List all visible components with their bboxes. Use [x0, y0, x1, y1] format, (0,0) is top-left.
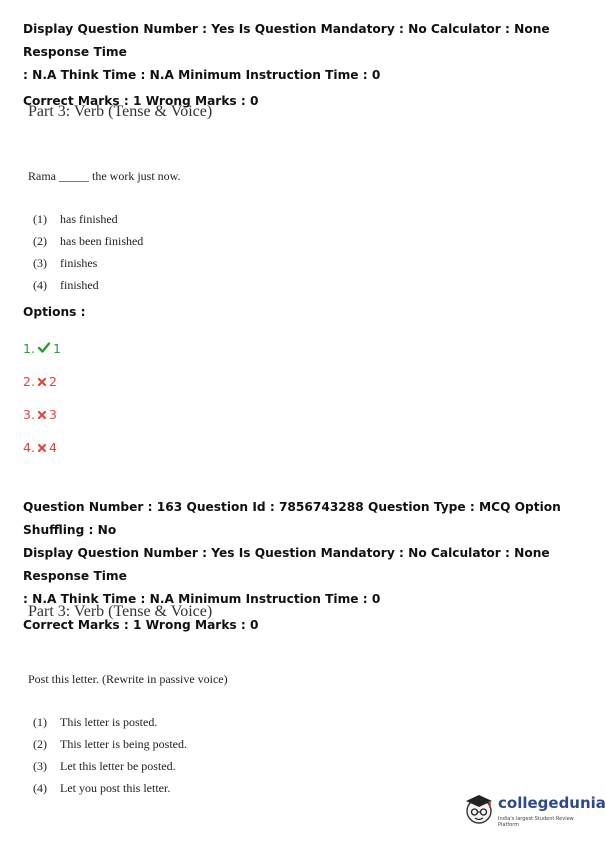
choice-number: (1) — [33, 212, 47, 226]
brand-logo — [462, 790, 606, 830]
graduate-mascot-icon — [462, 792, 496, 826]
choice-number: (2) — [33, 234, 47, 248]
option-number: 4. — [23, 440, 35, 455]
check-icon — [38, 342, 50, 356]
choice-text: finished — [60, 278, 99, 292]
choice-text: Let this letter be posted. — [60, 759, 176, 773]
meta-line: : N.A Think Time : N.A Minimum Instruction Time : 0 — [23, 68, 381, 82]
option-value: 4 — [48, 440, 57, 455]
question-meta-1 — [23, 18, 579, 113]
option-number: 1. — [23, 341, 35, 356]
option-value: 3 — [48, 407, 57, 422]
choice-text: has been finished — [60, 234, 144, 248]
choice-text: This letter is posted. — [60, 715, 158, 729]
choice-number: (3) — [33, 759, 47, 773]
choice-item — [33, 252, 143, 274]
choice-number: (4) — [33, 278, 47, 292]
cross-icon — [38, 442, 46, 455]
part-title-1: Part 3: Verb (Tense & Voice) — [28, 103, 213, 120]
choice-item — [33, 711, 187, 733]
choice-item — [33, 777, 187, 799]
question-text-2: Post this letter. (Rewrite in passive voice) — [28, 672, 228, 686]
choice-number: (4) — [33, 781, 47, 795]
meta-line: Question Number : 163 Question Id : 7856743288 Question Type : MCQ Option Shuffling : No — [23, 500, 561, 537]
meta-line: Correct Marks : 1 Wrong Marks : 0 — [23, 618, 259, 632]
question-text-1: Rama _____ the work just now. — [28, 169, 181, 183]
choice-list-1 — [33, 208, 143, 296]
option-number: 3. — [23, 407, 35, 422]
choice-item — [33, 208, 143, 230]
choice-number: (2) — [33, 737, 47, 751]
option-2 — [23, 374, 57, 389]
option-value: 1 — [52, 341, 61, 356]
choice-item — [33, 230, 143, 252]
option-3 — [23, 407, 57, 422]
choice-item — [33, 755, 187, 777]
options-label: Options : — [23, 305, 86, 319]
choice-number: (3) — [33, 256, 47, 270]
part-title-2: Part 3: Verb (Tense & Voice) — [28, 603, 213, 620]
brand-name: collegedunia — [498, 794, 606, 812]
choice-number: (1) — [33, 715, 47, 729]
meta-line: Display Question Number : Yes Is Question Mandatory : No Calculator : None Response Time — [23, 22, 550, 59]
cross-icon — [38, 376, 46, 389]
option-number: 2. — [23, 374, 35, 389]
cross-icon — [38, 409, 46, 422]
brand-tagline: India's largest Student Review Platform — [498, 816, 574, 828]
choice-text: Let you post this letter. — [60, 781, 171, 795]
option-4 — [23, 440, 57, 455]
choice-text: This letter is being posted. — [60, 737, 187, 751]
choice-item — [33, 733, 187, 755]
meta-line: Correct Marks : 1 Wrong Marks : 0 — [23, 94, 259, 108]
choice-item — [33, 274, 143, 296]
meta-line: Display Question Number : Yes Is Question Mandatory : No Calculator : None Response Time — [23, 546, 550, 583]
choice-list-2 — [33, 711, 187, 799]
option-1 — [23, 341, 61, 356]
meta-line: : N.A Think Time : N.A Minimum Instruction Time : 0 — [23, 592, 381, 606]
choice-text: has finished — [60, 212, 118, 226]
option-value: 2 — [48, 374, 57, 389]
choice-text: finishes — [60, 256, 98, 270]
